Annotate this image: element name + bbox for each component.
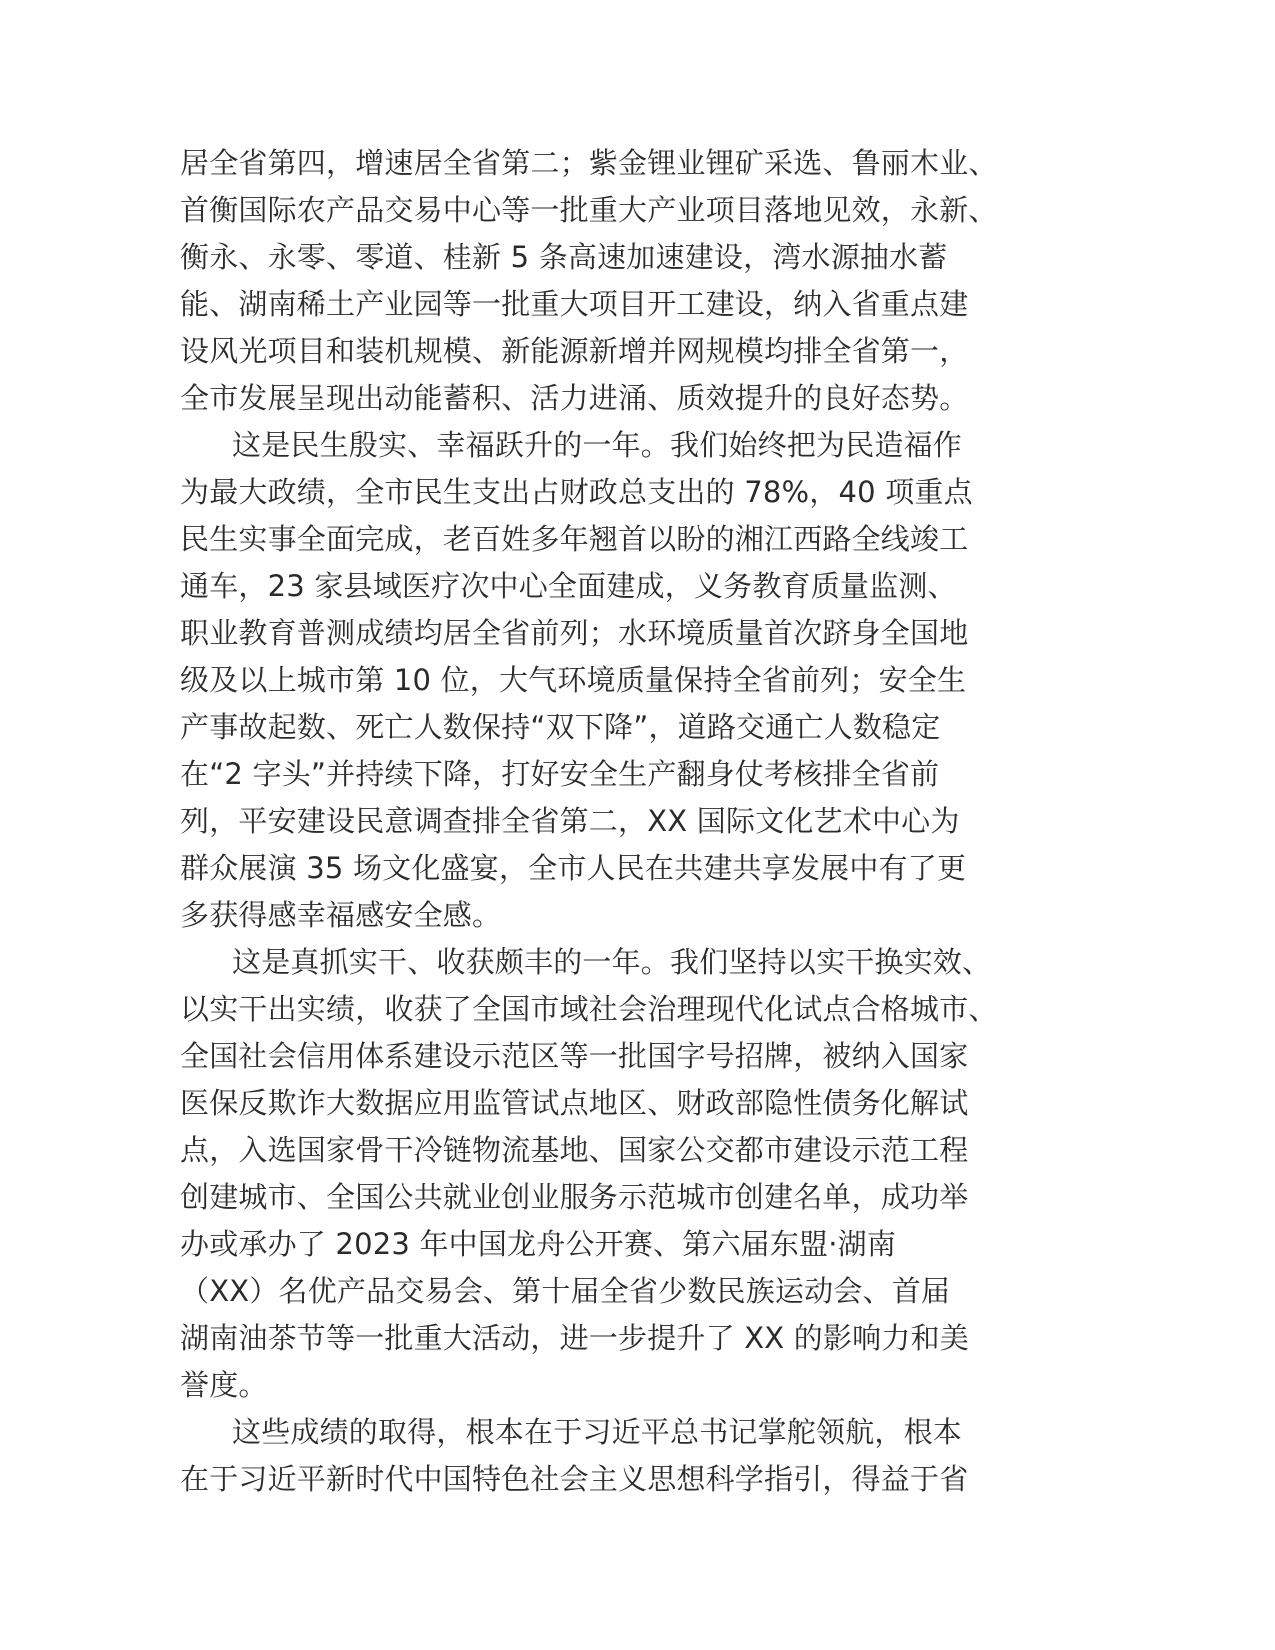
text-line: 能、湖南稀土产业园等一批重大项目开工建设，纳入省重点建	[180, 287, 969, 321]
text-line: 誉度。	[180, 1368, 268, 1402]
text-line: 办或承办了 2023 年中国龙舟公开赛、第六届东盟·湖南	[180, 1227, 897, 1261]
text-line: 这些成绩的取得，根本在于习近平总书记掌舵领航，根本	[232, 1415, 963, 1449]
text-line: 列，平安建设民意调查排全省第二，XX 国际文化艺术中心为	[180, 804, 960, 838]
text-line: 首衡国际农产品交易中心等一批重大产业项目落地见效，永新、	[180, 193, 998, 227]
text-line: 群众展演 35 场文化盛宴，全市人民在共建共享发展中有了更	[180, 851, 967, 885]
text-line: 为最大政绩，全市民生支出占财政总支出的 78%，40 项重点	[180, 475, 973, 509]
text-line: 湖南油茶节等一批重大活动，进一步提升了 XX 的影响力和美	[180, 1321, 969, 1355]
text-line: 民生实事全面完成，老百姓多年翘首以盼的湘江西路全线竣工	[180, 522, 969, 556]
text-line: 创建城市、全国公共就业创业服务示范城市创建名单，成功举	[180, 1180, 969, 1214]
paragraph-3	[180, 939, 1060, 1409]
text-line: 以实干出实绩，收获了全国市域社会治理现代化试点合格城市、	[180, 992, 998, 1026]
text-line: 设风光项目和装机规模、新能源新增并网规模均排全省第一，	[180, 334, 969, 368]
text-line: 多获得感幸福感安全感。	[180, 898, 502, 932]
text-line: 这是民生殷实、幸福跃升的一年。我们始终把为民造福作	[232, 428, 963, 462]
paragraph-2	[180, 422, 1060, 939]
text-line: 衡永、永零、零道、桂新 5 条高速加速建设，湾水源抽水蓄	[180, 240, 948, 274]
text-line: 医保反欺诈大数据应用监管试点地区、财政部隐性债务化解试	[180, 1086, 969, 1120]
text-line: 通车，23 家县域医疗次中心全面建成，义务教育质量监测、	[180, 569, 957, 603]
text-line: 级及以上城市第 10 位，大气环境质量保持全省前列；安全生	[180, 663, 967, 697]
text-line: 这是真抓实干、收获颇丰的一年。我们坚持以实干换实效、	[232, 945, 992, 979]
text-line: 在于习近平新时代中国特色社会主义思想科学指引，得益于省	[180, 1462, 969, 1496]
text-line: 产事故起数、死亡人数保持“双下降”，道路交通亡人数稳定	[180, 710, 941, 744]
text-line: 职业教育普测成绩均居全省前列；水环境质量首次跻身全国地	[180, 616, 969, 650]
text-line: （XX）名优产品交易会、第十届全省少数民族运动会、首届	[180, 1274, 951, 1308]
text-line: 全市发展呈现出动能蓄积、活力进涌、质效提升的良好态势。	[180, 381, 969, 415]
paragraph-4	[180, 1409, 1060, 1503]
text-line: 点，入选国家骨干冷链物流基地、国家公交都市建设示范工程	[180, 1133, 969, 1167]
paragraph-1	[180, 140, 1060, 422]
text-line: 全国社会信用体系建设示范区等一批国字号招牌，被纳入国家	[180, 1039, 969, 1073]
text-line: 在“2 字头”并持续下降，打好安全生产翻身仗考核排全省前	[180, 757, 940, 791]
text-line: 居全省第四，增速居全省第二；紫金锂业锂矿采选、鲁丽木业、	[180, 146, 998, 180]
document-body	[180, 140, 1060, 1503]
